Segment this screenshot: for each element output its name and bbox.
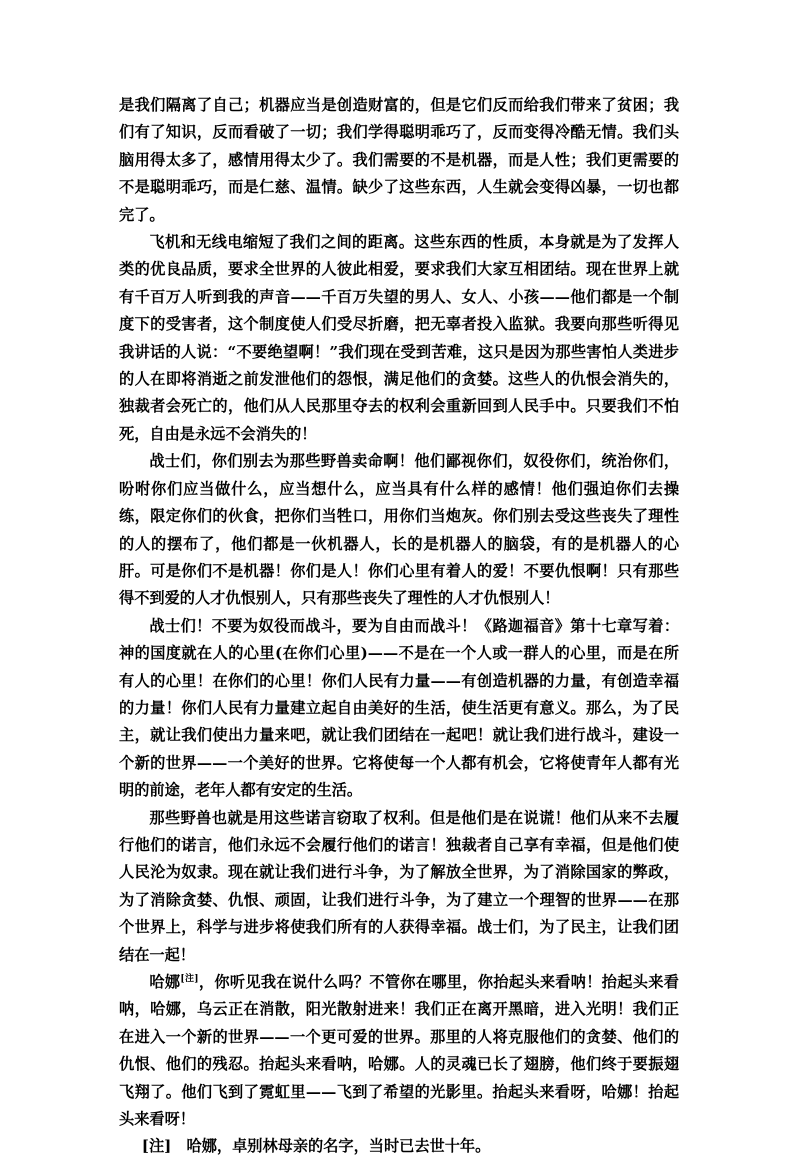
paragraph-3: 战士们，你们别去为那些野兽卖命啊！他们鄙视你们，奴役你们，统治你们，吩咐你们应当做什么，应当想什么，应当具有什么样的感情！他们强迫你们去操练，限定你们的伙食，把你们当牲口，用你们当炮灰。你们别去受这些丧失了理性的人的摆布了，他们都是一伙机器人，长的是机器人的脑袋，有的是机器人的心肝。可是你们不是机器！你们是人！你们心里有着人的爱！不要仇恨啊！只有那些得不到爱的人才仇恨别人，只有那些丧失了理性的人才仇恨别人！ [119,452,679,608]
paragraph-6-text: ，你听见我在说什么吗？不管你在哪里，你抬起头来看呐！抬起头来看呐，哈娜，乌云正在消散，阳光散射进来！我们正在离开黑暗，进入光明！我们正在进入一个新的世界——一个更可爱的世界。那里的人将克服他们的贪婪、他们的仇恨、他们的残忍。抬起头来看呐，哈娜。人的灵魂已长了翅膀，他们终于要振翅飞翔了。他们飞到了霓虹里——飞到了希望的光影里。抬起头来看呀，哈娜！抬起头来看呀！ [119,973,679,1129]
paragraph-6 [119,969,679,1133]
paragraph-4: 战士们！不要为奴役而战斗，要为自由而战斗！《路迦福音》第十七章写着：神的国度就在人的心里(在你们心里)——不是在一个人或一群人的心里，而是在所有人的心里！在你们的心里！你们人民有力量——有创造机器的力量，有创造幸福的力量！你们人民有力量建立起自由美好的生活，使生活更有意义。那么，为了民主，就让我们使出力量来吧，就让我们团结在一起吧！就让我们进行战斗，建设一个新的世界——一个美好的世界。它将使每一个人都有机会，它将使青年人都有光明的前途，老年人都有安定的生活。 [119,616,679,800]
paragraph-1: 是我们隔离了自己；机器应当是创造财富的，但是它们反而给我们带来了贫困；我们有了知识，反而看破了一切；我们学得聪明乖巧了，反而变得冷酷无情。我们头脑用得太多了，感情用得太少了。我们需要的不是机器，而是人性；我们更需要的不是聪明乖巧，而是仁慈、温情。缺少了这些东西，人生就会变得凶暴，一切也都完了。 [119,96,679,224]
footnote-text: 哈娜，卓别林母亲的名字，当时已去世十年。 [186,1137,491,1156]
footnote-reference-mark: [注] [180,973,199,984]
paragraph-2: 飞机和无线电缩短了我们之间的距离。这些东西的性质，本身就是为了发挥人类的优良品质，要求全世界的人彼此相爱，要求我们大家互相团结。现在世界上就有千百万人听到我的声音——千百万失望的男人、女人、小孩——他们都是一个制度下的受害者，这个制度使人们受尽折磨，把无辜者投入监狱。我要向那些听得见我讲话的人说：“不要绝望啊！”我们现在受到苦难，这只是因为那些害怕人类进步的人在即将消逝之前发泄他们的怨恨，满足他们的贪婪。这些人的仇恨会消失的，独裁者会死亡的，他们从人民那里夺去的权利会重新回到人民手中。只要我们不怕死，自由是永远不会消失的！ [119,233,679,443]
paragraph-5: 那些野兽也就是用这些诺言窃取了权利。但是他们是在说谎！他们从来不去履行他们的诺言，他们永远不会履行他们的诺言！独裁者自己享有幸福，但是他们使人民沦为奴隶。现在就让我们进行斗争，为了解放全世界，为了消除国家的弊政，为了消除贪婪、仇恨、顽固，让我们进行斗争，为了建立一个理智的世界——在那个世界上，科学与进步将使我们所有的人获得幸福。战士们，为了民主，让我们团结在一起！ [119,808,679,964]
footnote-label: [注] [141,1137,172,1156]
document-page [119,92,679,1161]
footnote [119,1133,679,1160]
paragraph-6-lead: 哈娜 [149,973,181,991]
